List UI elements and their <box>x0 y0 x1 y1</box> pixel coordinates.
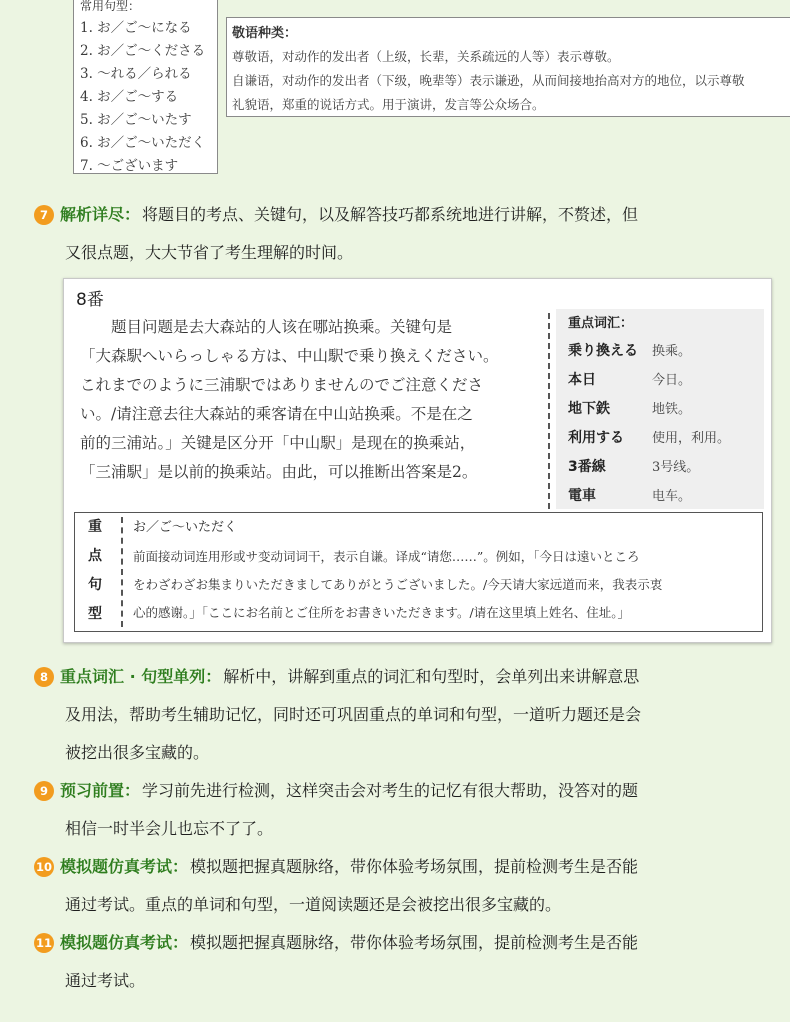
number-badge: 9 <box>34 781 54 801</box>
key-pattern-line: 前面接动词连用形或サ变动词词干，表示自谦。译成“请您……”。例如，「今日は遠いところ <box>133 549 640 564</box>
feature-item-11 <box>34 924 764 1000</box>
side-char: 重 <box>88 519 102 535</box>
key-pattern-side-label <box>75 513 115 631</box>
pattern-item: 4. お／ご～する <box>80 89 179 105</box>
vocab-word: 乗り換える <box>568 343 638 359</box>
feature-item-8 <box>34 658 764 772</box>
honorific-line: 尊敬语，对动作的发出者（上级，长辈，关系疏远的人等）表示尊敬。 <box>232 49 620 64</box>
vocab-row <box>568 422 764 451</box>
vocab-word: 利用する <box>568 430 624 446</box>
analysis-text <box>80 313 550 487</box>
feature-text: 又很点题，大大节省了考生理解的时间。 <box>65 243 354 262</box>
feature-text: 解析中，讲解到重点的词汇和句型时，会单列出来讲解意思 <box>223 667 640 686</box>
pattern-item: 2. お／ご～くださる <box>80 43 206 59</box>
vocab-word: 3番線 <box>568 459 606 475</box>
feature-text: 通过考试。 <box>65 971 146 990</box>
number-badge: 11 <box>34 933 54 953</box>
feature-label: 模拟题仿真考试： <box>60 857 189 876</box>
key-pattern-title: お／ご～いただく <box>133 520 238 535</box>
key-pattern-box <box>74 512 763 632</box>
side-char: 型 <box>88 606 102 622</box>
feature-text: 及用法，帮助考生辅助记忆，同时还可巩固重点的单词和句型，一道听力题还是会 <box>65 705 642 724</box>
side-char: 句 <box>88 577 102 593</box>
honorific-line: 礼貌语，郑重的说话方式。用于演讲，发言等公众场合。 <box>232 97 545 112</box>
feature-label: 解析详尽： <box>60 205 141 224</box>
analysis-line: 题目问题是去大森站的人该在哪站换乘。关键句是 <box>111 318 453 336</box>
pattern-item: 5. お／ご～いたす <box>80 112 192 128</box>
feature-text: 将题目的考点、关键句，以及解答技巧都系统地进行讲解，不赘述，但 <box>142 205 639 224</box>
vocab-row <box>568 393 764 422</box>
key-pattern-line: 心的感谢。」「ここにお名前とご住所をお書きいただきます。/请在这里填上姓名、住址。」 <box>133 605 630 620</box>
dashed-divider <box>121 517 123 627</box>
feature-text: 模拟题把握真题脉络，带你体验考场氛围，提前检测考生是否能 <box>190 857 639 876</box>
honorific-types-box <box>226 17 790 117</box>
pattern-item: 7. ～ございます <box>80 158 179 174</box>
feature-item-9 <box>34 772 764 848</box>
vocab-row <box>568 451 764 480</box>
vocab-meaning: 3号线。 <box>652 460 700 475</box>
vocab-meaning: 换乘。 <box>652 344 692 359</box>
key-pattern-body <box>133 513 757 627</box>
feature-label: 模拟题仿真考试： <box>60 933 189 952</box>
feature-label: 重点词汇 · 句型单列： <box>60 667 222 686</box>
vocab-word: 本日 <box>568 372 596 388</box>
feature-label: 预习前置： <box>60 781 141 800</box>
analysis-line: 前的三浦站。」关键是区分开「中山駅」是现在的换乘站， <box>80 434 476 452</box>
feature-item-7 <box>34 196 764 272</box>
vocab-meaning: 地铁。 <box>652 402 692 417</box>
feature-text: 学习前先进行检测，这样突击会对考生的记忆有很大帮助，没答对的题 <box>142 781 639 800</box>
vocab-word: 電車 <box>568 488 596 504</box>
vocab-row <box>568 480 764 509</box>
vocab-word: 地下鉄 <box>568 401 610 417</box>
vocab-meaning: 电车。 <box>652 489 692 504</box>
feature-text: 被挖出很多宝藏的。 <box>65 743 210 762</box>
patterns-header: 常用句型： <box>80 0 141 13</box>
sample-analysis-card <box>63 278 772 643</box>
feature-item-10 <box>34 848 764 924</box>
question-title: 8番 <box>76 290 104 310</box>
feature-text: 通过考试。重点的单词和句型，一道阅读题还是会被挖出很多宝藏的。 <box>65 895 562 914</box>
honorific-header: 敬语种类： <box>232 26 298 41</box>
analysis-line: これまでのように三浦駅ではありませんのでご注意くださ <box>80 376 484 394</box>
pattern-item: 3. ～れる／られる <box>80 66 192 82</box>
analysis-line: 「大森駅へいらっしゃる方は、中山駅で乗り換えください。 <box>80 347 499 365</box>
pattern-item: 1. お／ご～になる <box>80 20 192 36</box>
feature-text: 模拟题把握真题脉络，带你体验考场氛围，提前检测考生是否能 <box>190 933 639 952</box>
number-badge: 8 <box>34 667 54 687</box>
vocab-row <box>568 364 764 393</box>
number-badge: 7 <box>34 205 54 225</box>
number-badge: 10 <box>34 857 54 877</box>
key-pattern-line: をわざわざお集まりいただきましてありがとうございました。/今天请大家远道而来，我表示衷 <box>133 577 663 592</box>
vocab-meaning: 今日。 <box>652 373 692 388</box>
honorific-line: 自谦语，对动作的发出者（下级，晚辈等）表示谦逊，从而间接地抬高对方的地位，以示尊敬 <box>232 73 745 88</box>
key-vocabulary-panel <box>556 309 764 509</box>
analysis-line: 「三浦駅」是以前的换乘站。由此，可以推断出答案是2。 <box>80 463 478 481</box>
vocab-meaning: 使用，利用。 <box>652 431 731 446</box>
feature-text: 相信一时半会儿也忘不了了。 <box>65 819 274 838</box>
side-char: 点 <box>88 548 102 564</box>
vocab-row <box>568 335 764 364</box>
dashed-divider <box>548 313 550 509</box>
pattern-item: 6. お／ご～いただく <box>80 135 206 151</box>
vocab-header: 重点词汇： <box>568 316 634 331</box>
analysis-line: い。/请注意去往大森站的乘客请在中山站换乘。不是在之 <box>80 405 473 423</box>
common-patterns-box <box>73 0 218 174</box>
